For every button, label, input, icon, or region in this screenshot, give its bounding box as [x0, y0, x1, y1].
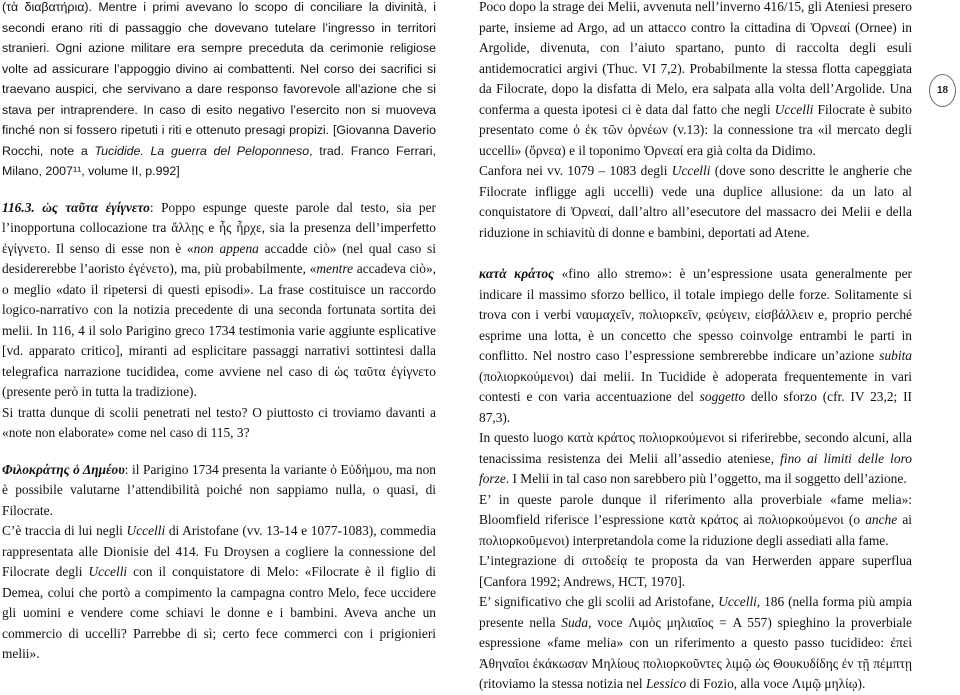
text-run: In questo luogo κατὰ κράτος πολιορκούμενοι si riferirebbe, secondo alcuni, alla tenacissima resistenza dei Melii all’assedio ateniese,	[479, 430, 912, 466]
text-run: Si tratta dunque di scolii penetrati nel testo? O piuttosto ci troviamo davanti a «note non elaborate» come nel caso di 115, 3?	[2, 404, 436, 440]
paragraph-kata-kratos	[479, 264, 912, 428]
right-column	[479, 0, 912, 695]
text-run: di Fozio, alla voce Λιμῷ μηλίῳ).	[686, 676, 866, 691]
emphasis: Uccelli	[126, 523, 166, 538]
text-run: Filocrate è subito presentato come ὁ ἐκ τῶν ὀρνέων (v.13): la connessione tra «il mercato degli uccelli» (ὄρνεα) e il toponimo Ὀρνεαί era già colta da Didimo.	[479, 101, 912, 158]
lemma-label: 116.3. ὡς ταῦτα ἐγίγνετο	[2, 199, 150, 215]
text-run: , 186 (nella forma più ampia presente nella	[479, 594, 912, 630]
text-run: C’è traccia di lui negli	[2, 523, 127, 538]
text-run: : il Parigino 1734 presenta la variante ὁ Εὐδήμου, ma non è possibile valutarne l’attendibilità poiché non sappiamo nulla, o quasi, di Filocrate.	[2, 461, 436, 518]
emphasis: non appena	[193, 240, 259, 256]
emphasis: Uccelli	[88, 564, 128, 579]
lemma-label: κατὰ κράτος	[479, 266, 554, 281]
text-run: dello sforzo (cfr. IV 23,2; II 87,3).	[479, 389, 912, 425]
page-number-badge	[929, 74, 956, 107]
paragraph-canfora	[479, 161, 912, 243]
text-run: L’integrazione di σιτοδείᾳ te proposta da van Herwerden appare superflua [Canfora 1992; Andrews, HCT, 1970].	[479, 553, 912, 589]
paragraph-scolii-aristofane	[479, 592, 912, 695]
paragraph-scolii	[2, 403, 436, 444]
paragraph-fame-melia	[479, 490, 912, 552]
paragraph-ornee	[479, 0, 912, 161]
left-column	[2, 0, 436, 665]
text-run: (dove sono descritte le angherie che Filocrate infligge agli uccelli) vede una duplice allusione: da un lato al conquistatore di Ὀρνεαί, dall’altro all’esecutore del massacro dei Melii e della riduzione in schiavitù di donne e bambini, deportati ad Atene.	[479, 163, 912, 240]
paragraph-uccelli	[2, 521, 436, 665]
text-run: , voce Λιμὸς μηλιαῖος = A 557) spieghino la proverbiale espressione «fame melia» con un riferimento a questo passo tucidideo: ἐπεὶ Ἀθηναῖοι ἐκάκωσαν Μηλίους πολιορκοῦντες λιμῷ ὡς Θουκυδίδης ἐν τῇ πέμπτῃ (ritoviamo la stessa notizia nel	[479, 614, 912, 691]
text-run: accadde ciò» (nel qual caso si desidererebbe l’aoristo ἐγένετο), ma, più probabilmente, «	[2, 240, 436, 276]
page-number: 18	[936, 85, 949, 96]
paragraph-sacrifici	[2, 0, 436, 182]
emphasis: Uccelli	[671, 163, 711, 178]
emphasis: soggetto	[699, 389, 746, 404]
text-run: (τὰ διαβατήρια). Mentre i primi avevano lo scopo di conciliare la divinità, i secondi erano riti di passaggio che dovevano tutelare l’ingresso in territori stranieri. Ogni azione militare era sempre preceduta da cerimonie religiose volte ad assicurare l’appoggio divino ai combattenti. Nel corso dei sacrifici si traevano auspici, che servivano a dare responso favorevole all’azione che si stava per intraprendere. In caso di esito negativo l’esercito non si muoveva finché non si fossero ripetuti i riti e ottenuto presagi propizi. [Giovanna Daverio Rocchi, note a	[2, 0, 436, 158]
text-run: Poco dopo la strage dei Melii, avvenuta nell’inverno 416/15, gli Ateniesi presero parte, insieme ad Argo, ad un attacco contro la cittadina di Ὀρνεαί (Ornee) in Argolide, divenuta, con l’aiuto spartano, punto di raccolta degli esuli antidemocratici argivi (Thuc. VI 7,2). Probabilmente la stessa flotta capeggiata da Filocrate, dopo la disfatta di Melo, era salpata alla volta dell’Argolide. Una conferma a questa ipotesi ci è data dal fatto che negli	[479, 0, 912, 117]
text-run: E’ in queste parole dunque il riferimento alla proverbiale «fame melia»: Bloomfield riferisce l’espressione κατὰ κράτος ai πολιορκούμενοι (o	[479, 491, 912, 527]
text-run: «fino allo stremo»: è un’espressione usata generalmente per indicare il massimo sforzo bellico, il totale impiego delle forze. Solitamente si trova con i verbi ναυμαχεῖν, πολιορκεῖν, φεύγειν, εἰσβάλλειν e, proprio perché esprime una lotta, è un concetto che spesso coinvolge entrambi le parti in conflitto. Nel nostro caso l’espressione sembrerebbe indicare un’azione	[479, 266, 913, 363]
text-run: di Aristofane (vv. 13-14 e 1077-1083), commedia rappresentata alle Dionisie del 414. Fu Droysen a cogliere la connessione del Filocrate degli	[2, 523, 436, 579]
emphasis: anche	[865, 512, 898, 527]
paragraph-resistenza	[479, 428, 912, 490]
emphasis: Uccelli	[718, 594, 757, 609]
text-run: E’ significativo che gli scolii ad Aristofane,	[479, 594, 719, 609]
emphasis: Lessico	[645, 676, 687, 691]
emphasis: Uccelli	[774, 101, 814, 117]
text-run: , trad. Franco Ferrari, Milano, 2007¹¹, volume II, p.992]	[2, 143, 436, 178]
book-title: Tucidide. La guerra del Peloponneso	[94, 143, 310, 158]
text-run: con il conquistatore di Melo: «Filocrate è il figlio di Demea, colui che portò a compimento la campagna contro Melo, fece uccidere gli uomini e vendere come schiavi le donne e i bambini. Aveva anche un commercio di uccelli? Parrebbe di sì; certo fece commerci con i prigionieri melii».	[2, 564, 436, 661]
emphasis: subita	[879, 348, 912, 363]
text-run: . I Melii in tal caso non sarebbero più l’oggetto, ma il soggetto dell’azione.	[505, 471, 907, 486]
paragraph-integrazione	[479, 551, 912, 592]
emphasis: fino ai limiti delle loro forze	[479, 450, 912, 486]
text-run: : Poppo espunge queste parole dal testo, sia per l’inopportuna collocazione tra ἄλλῃς e ἦς ἦρχε, sia la presenza dell’imperfetto ἐγίγνετο. Il senso di esse non è «	[2, 199, 436, 256]
text-run: Canfora nei vv. 1079 – 1083 degli	[479, 163, 672, 178]
text-run: ai πολιορκοῦμενοι) interpretandola come la riduzione degli assediati alla fame.	[479, 512, 912, 548]
emphasis: Suda	[561, 614, 589, 630]
lemma-label: Φιλοκράτης ὁ Δημέου	[2, 461, 125, 477]
text-run: (πολιορκούμενοι) dai melii. In Tucidide è adoperata frequentemente in vari contesti e con varia accentuazione del	[479, 368, 912, 404]
paragraph-filocrate	[2, 460, 436, 522]
text-run: accadeva ciò», o meglio «dato il ripetersi di questi episodi». La frase costituisce un raccordo logico-narrativo con la notizia precedente di una seconda fortunata sortita dei melii. In 116, 4 il solo Parigino greco 1734 testimonia varie aggiunte esplicative [vd. apparato critico], miranti ad esplicitare passaggi narrativi sottintesi dalla telegrafica narrazione tucididea, come avviene nel caso di ὡς ταῦτα ἐγίγνετο (presente però in tutta la tradizione).	[2, 261, 436, 399]
emphasis: mentre	[316, 261, 354, 276]
paragraph-116-3	[2, 198, 436, 403]
